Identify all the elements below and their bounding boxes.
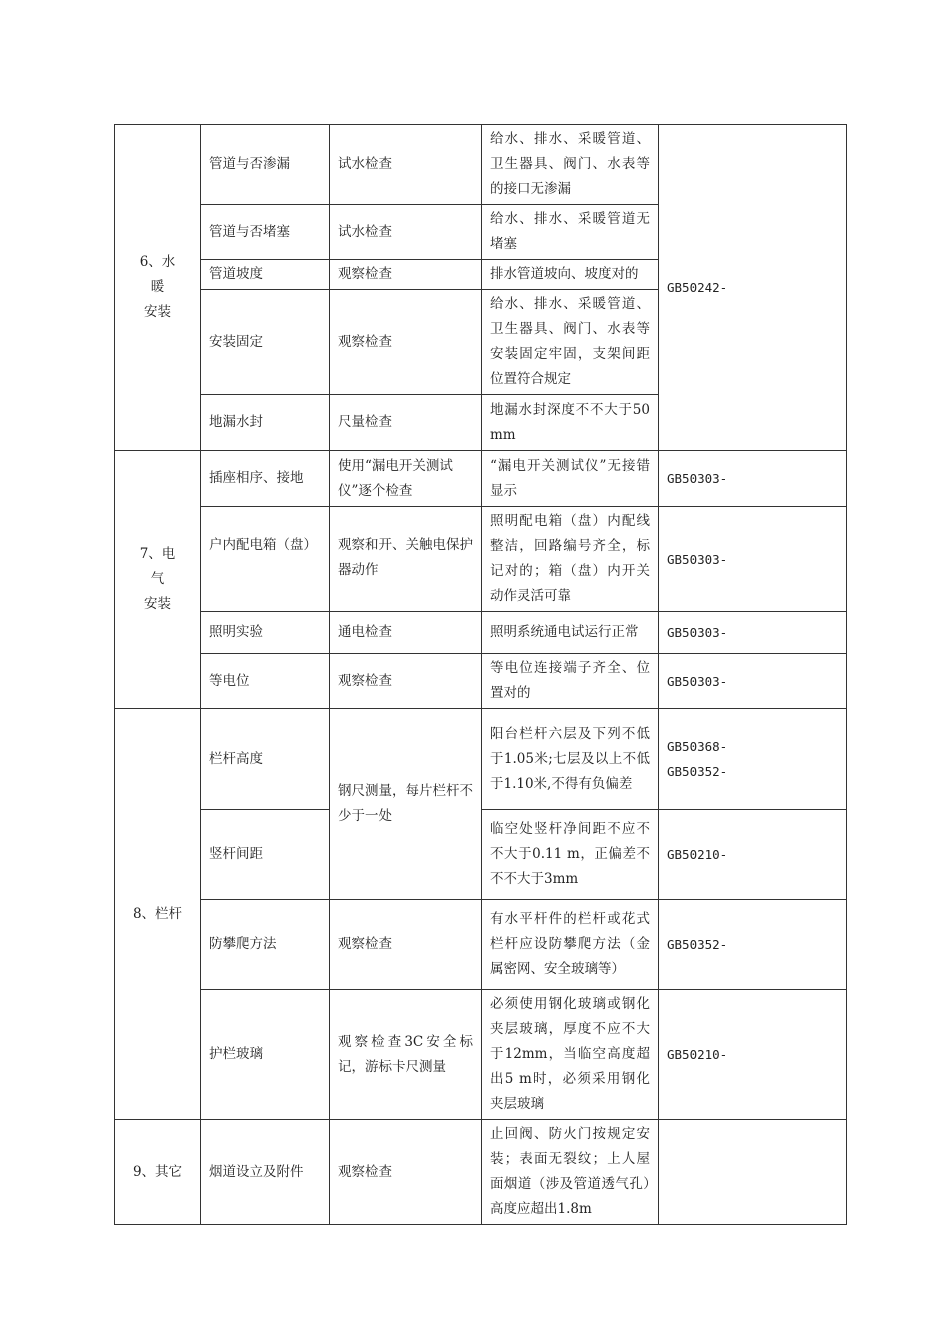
table-row [115,1120,847,1225]
requirement-cell: 照明系统通电试运行正常 [482,612,659,654]
requirement-cell: 给水、排水、采暖管道、卫生器具、阀门、水表等的接口无渗漏 [482,125,659,205]
requirement-cell: 给水、排水、采暖管道无堵塞 [482,205,659,260]
method-cell: 使用“漏电开关测试仪”逐个检查 [330,451,482,507]
method-cell: 观察检查 [330,900,482,990]
item-cell: 管道坡度 [201,260,330,290]
item-cell: 户内配电箱（盘） [201,507,330,612]
method-cell: 通电检查 [330,612,482,654]
item-cell: 等电位 [201,654,330,709]
table-row [115,507,847,612]
requirement-cell: 临空处竖杆净间距不应不不大于0.11 m，正偏差不不不大于3mm [482,810,659,900]
table-row [115,900,847,990]
item-cell: 插座相序、接地 [201,451,330,507]
method-cell: 观察检查 [330,1120,482,1225]
item-cell: 竖杆间距 [201,810,330,900]
standard-cell: GB50368- GB50352- [659,709,847,810]
item-cell: 防攀爬方法 [201,900,330,990]
standard-cell: GB50303- [659,507,847,612]
item-cell: 管道与否渗漏 [201,125,330,205]
standard-cell: GB50303- [659,654,847,709]
requirement-cell: 排水管道坡向、坡度对的 [482,260,659,290]
table-row [115,451,847,507]
method-cell: 试水检查 [330,125,482,205]
standard-cell: GB50210- [659,810,847,900]
table-row [115,709,847,810]
table-row [115,990,847,1120]
standard-cell: GB50210- [659,990,847,1120]
standard-cell: GB50303- [659,612,847,654]
category-cell: 6、水 暖 安装 [115,125,201,451]
method-cell: 观察检查 [330,260,482,290]
requirement-cell: 地漏水封深度不不大于50mm [482,395,659,451]
method-cell: 观察检查 [330,654,482,709]
requirement-cell: “漏电开关测试仪”无接错显示 [482,451,659,507]
item-cell: 照明实验 [201,612,330,654]
item-cell: 地漏水封 [201,395,330,451]
item-cell: 烟道设立及附件 [201,1120,330,1225]
item-cell: 栏杆高度 [201,709,330,810]
standard-cell: GB50303- [659,451,847,507]
method-cell: 试水检查 [330,205,482,260]
standard-cell [659,1120,847,1225]
requirement-cell: 给水、排水、采暖管道、卫生器具、阀门、水表等安装固定牢固，支架间距位置符合规定 [482,290,659,395]
method-cell: 观察检查 [330,290,482,395]
method-cell: 观察和开、关触电保护器动作 [330,507,482,612]
standard-cell: GB50242- [659,125,847,451]
requirement-cell: 阳台栏杆六层及下列不低于1.05米;七层及以上不低于1.10米,不得有负偏差 [482,709,659,810]
requirement-cell: 必须使用钢化玻璃或钢化夹层玻璃，厚度不应不大于12mm，当临空高度超出5 m时，必须采用钢化夹层玻璃 [482,990,659,1120]
requirement-cell: 照明配电箱（盘）内配线整洁，回路编号齐全，标记对的；箱（盘）内开关动作灵活可靠 [482,507,659,612]
table-row [115,612,847,654]
item-cell: 护栏玻璃 [201,990,330,1120]
category-cell: 8、栏杆 [115,709,201,1120]
requirement-cell: 等电位连接端子齐全、位置对的 [482,654,659,709]
category-cell: 7、电 气 安装 [115,451,201,709]
item-cell: 管道与否堵塞 [201,205,330,260]
table-row [115,125,847,205]
table-row [115,654,847,709]
method-cell: 钢尺测量，每片栏杆不少于一处 [330,709,482,900]
category-cell: 9、其它 [115,1120,201,1225]
method-cell: 观察检查3C安全标记，游标卡尺测量 [330,990,482,1120]
method-cell: 尺量检查 [330,395,482,451]
standard-cell: GB50352- [659,900,847,990]
requirement-cell: 止回阀、防火门按规定安装；表面无裂纹；上人屋面烟道（涉及管道透气孔）高度应超出1.8m [482,1120,659,1225]
inspection-table [114,124,847,1225]
requirement-cell: 有水平杆件的栏杆或花式栏杆应设防攀爬方法（金属密网、安全玻璃等） [482,900,659,990]
item-cell: 安装固定 [201,290,330,395]
